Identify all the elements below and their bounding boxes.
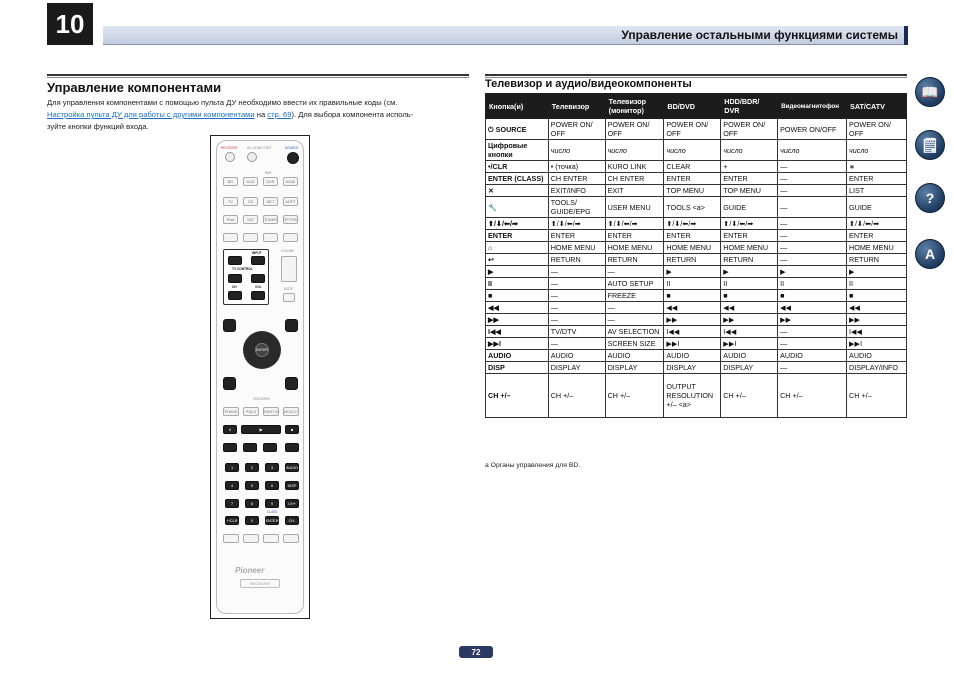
- remote-tv-control-box: [223, 249, 269, 305]
- table-cell: ■: [721, 290, 778, 302]
- remote-label-tvcontrol: TV CONTROL: [232, 267, 253, 271]
- table-cell-key: ⏻ SOURCE: [486, 119, 549, 140]
- table-cell: KURO LINK: [605, 161, 664, 173]
- remote-direction-pad: [243, 331, 281, 369]
- table-cell-key: ⬆/⬇/⬅/➡: [486, 218, 549, 230]
- remote-btn-prev: [263, 443, 277, 452]
- table-cell: ◀◀: [721, 302, 778, 314]
- table-cell: I◀◀: [847, 326, 907, 338]
- table-cell: II: [721, 278, 778, 290]
- table-cell-key: I◀◀: [486, 326, 549, 338]
- section-title: Управление компонентами: [47, 80, 222, 95]
- remote-btn-sat: SAT: [243, 215, 258, 224]
- remote-num-2: 2: [245, 463, 259, 472]
- remote-btn-disp: DISP: [285, 481, 299, 490]
- table-cell: OUTPUT RESOLUTION +/– <a>: [664, 374, 721, 418]
- table-cell: II: [847, 278, 907, 290]
- table-cell: ◀◀: [847, 302, 907, 314]
- remote-btn-next: [285, 443, 299, 452]
- intro-text-2: на: [254, 110, 268, 119]
- table-title: Телевизор и аудио/видеокомпоненты: [485, 78, 692, 90]
- remote-btn-bd: BD: [223, 177, 238, 186]
- remote-btn-ipod: iPod: [223, 215, 238, 224]
- remote-label-allzone: ALL ZONE STBY: [247, 146, 272, 150]
- table-cell: —: [778, 173, 847, 185]
- table-cell: ▶: [847, 266, 907, 278]
- remote-volume-rocker: [281, 256, 297, 282]
- remote-label-bdr: BDR: [265, 171, 272, 175]
- table-cell-key: CH +/–: [486, 374, 549, 418]
- table-cell: —: [548, 278, 605, 290]
- table-cell: DISPLAY: [605, 362, 664, 374]
- table-cell: ⬆/⬇/⬅/➡: [605, 218, 664, 230]
- remote-mute-button: [283, 293, 295, 302]
- table-cell: ▶▶I: [664, 338, 721, 350]
- remote-enter-button: ENTER: [255, 343, 269, 357]
- table-cell: ◀◀: [664, 302, 721, 314]
- table-cell: ▶▶I: [721, 338, 778, 350]
- table-cell: AUDIO: [548, 350, 605, 362]
- table-cell: ▶▶: [721, 314, 778, 326]
- remote-num-9: 9: [265, 499, 279, 508]
- remote-num-0: 0: [245, 516, 259, 525]
- table-cell: —: [778, 326, 847, 338]
- table-cell: I◀◀: [721, 326, 778, 338]
- table-cell: USER MENU: [605, 197, 664, 218]
- table-cell: ⬆/⬇/⬅/➡: [664, 218, 721, 230]
- table-cell: число: [721, 140, 778, 161]
- table-cell: —: [778, 338, 847, 350]
- table-cell-key: ✕: [486, 185, 549, 197]
- remote-btn-audio: AUDIO: [285, 463, 299, 472]
- remote-vol-plus: [251, 274, 265, 283]
- intro-paragraph: [47, 97, 472, 133]
- table-cell: —: [548, 266, 605, 278]
- table-cell: DISPLAY: [721, 362, 778, 374]
- table-row: [486, 173, 907, 185]
- remote-brand-logo: Pioneer: [235, 566, 265, 575]
- table-cell: CH +/–: [721, 374, 778, 418]
- table-cell: —: [778, 185, 847, 197]
- table-cell: число: [605, 140, 664, 161]
- remote-label-class: CLASS: [267, 510, 278, 514]
- table-cell: —: [548, 290, 605, 302]
- remote-label-mute: MUTE: [284, 287, 294, 291]
- table-cell: EXIT: [605, 185, 664, 197]
- header-endbar: [904, 26, 908, 45]
- table-cell: CH ENTER: [605, 173, 664, 185]
- table-cell: ▶: [664, 266, 721, 278]
- table-row: [486, 266, 907, 278]
- table-cell: ▶▶I: [847, 338, 907, 350]
- remote-btn-tv: TV: [223, 197, 238, 206]
- remote-btn-dvr: DVR: [263, 177, 278, 186]
- table-cell: TOP MENU: [664, 185, 721, 197]
- table-cell-key: Цифровые кнопки: [486, 140, 549, 161]
- table-cell: CH +/–: [847, 374, 907, 418]
- table-cell: HOME MENU: [721, 242, 778, 254]
- remote-num-7: 7: [225, 499, 239, 508]
- table-cell: TV/DTV: [548, 326, 605, 338]
- table-row: [486, 302, 907, 314]
- remote-label-ch: CH: [232, 285, 237, 289]
- table-cell-key: ◀◀: [486, 302, 549, 314]
- table-cell: число: [664, 140, 721, 161]
- remote-btn-mcacc: MCACC: [283, 407, 299, 416]
- remote-num-6: 6: [265, 481, 279, 490]
- table-row: [486, 338, 907, 350]
- table-cell: TOP MENU: [721, 185, 778, 197]
- col-header-vcr: Видеомагнитофон: [778, 94, 847, 119]
- link-remote-setup[interactable]: Настройка пульта ДУ для работы с другими компонентами: [47, 110, 255, 119]
- remote-tools-button: [285, 319, 298, 332]
- col-header-bd-dvd: BD/DVD: [664, 94, 721, 119]
- table-row: [486, 197, 907, 218]
- table-cell: ■: [664, 290, 721, 302]
- table-cell: —: [778, 197, 847, 218]
- table-cell: —: [778, 254, 847, 266]
- table-cell: TOOLS <a>: [664, 197, 721, 218]
- remote-btn-phase: PHASE: [223, 407, 239, 416]
- table-cell: число: [548, 140, 605, 161]
- faq-icon[interactable]: ?: [915, 183, 945, 213]
- table-cell-key: ENTER (CLASS): [486, 173, 549, 185]
- table-cell: • (точка): [548, 161, 605, 173]
- table-cell: —: [778, 218, 847, 230]
- table-cell: POWER ON/ OFF: [847, 119, 907, 140]
- remote-btn-c: [263, 233, 278, 242]
- remote-label-input: INPUT: [252, 251, 262, 255]
- remote-btn-play: ▶: [241, 425, 281, 434]
- remote-receiver-power: [225, 152, 235, 162]
- remote-btn-e: [223, 534, 239, 543]
- table-cell: POWER ON/ OFF: [548, 119, 605, 140]
- remote-btn-f: [243, 534, 259, 543]
- table-row: [486, 374, 907, 418]
- table-cell-key: ▶▶: [486, 314, 549, 326]
- table-cell-key: AUDIO: [486, 350, 549, 362]
- table-cell: AUDIO: [778, 350, 847, 362]
- table-cell: DISPLAY: [548, 362, 605, 374]
- table-cell: —: [778, 242, 847, 254]
- remote-btn-enter-class: ENTER: [265, 516, 279, 525]
- table-cell: AUDIO: [664, 350, 721, 362]
- table-cell: GUIDE: [721, 197, 778, 218]
- table-cell: ▶▶: [778, 314, 847, 326]
- table-cell: RETURN: [605, 254, 664, 266]
- table-row: [486, 140, 907, 161]
- intro-text-4: зуйте кнопки функций входа.: [47, 122, 149, 131]
- remote-btn-pqls: PQLS: [243, 407, 259, 416]
- table-cell: —: [778, 362, 847, 374]
- remote-btn-pause: II: [223, 425, 237, 434]
- table-row: [486, 290, 907, 302]
- remote-btn-stop: ■: [285, 425, 299, 434]
- table-cell-key: DISP: [486, 362, 549, 374]
- remote-num-1: 1: [225, 463, 239, 472]
- table-row: [486, 326, 907, 338]
- table-cell-key: ▶: [486, 266, 549, 278]
- remote-control: [216, 140, 304, 614]
- book-icon[interactable]: 📖: [915, 77, 945, 107]
- remote-receiver-label: RECEIVER: [240, 579, 280, 588]
- remote-btn-net: NET: [263, 197, 278, 206]
- table-header-row: [486, 94, 907, 119]
- col-header-tv-monitor: Телевизор (монитор): [605, 94, 664, 119]
- remote-label-source: SOURCE: [285, 146, 299, 150]
- table-cell: HOME MENU: [605, 242, 664, 254]
- col-header-sat: SAT/CATV: [847, 94, 907, 119]
- table-cell: ■: [847, 290, 907, 302]
- table-cell: ◀◀: [778, 302, 847, 314]
- table-cell-key: ↩: [486, 254, 549, 266]
- remote-btn-a: [223, 233, 238, 242]
- table-cell: —: [778, 161, 847, 173]
- page-number: 72: [459, 646, 493, 658]
- footnote: a Органы управления для BD.: [485, 462, 581, 469]
- remote-btn-hdmi: HDMI: [283, 177, 298, 186]
- remote-label-vol: VOL: [255, 285, 262, 289]
- remote-num-5: 5: [245, 481, 259, 490]
- table-cell: —: [605, 266, 664, 278]
- table-cell-key: 🔧: [486, 197, 549, 218]
- table-cell: ENTER: [664, 173, 721, 185]
- table-cell-key: •/CLR: [486, 161, 549, 173]
- remote-illustration-frame: [210, 135, 310, 619]
- table-cell: POWER ON/ OFF: [664, 119, 721, 140]
- table-cell: POWER ON/ OFF: [721, 119, 778, 140]
- remote-return-button: [285, 377, 298, 390]
- table-cell: I◀◀: [664, 326, 721, 338]
- header-band: [103, 26, 908, 45]
- table-cell: RETURN: [847, 254, 907, 266]
- table-cell: RETURN: [548, 254, 605, 266]
- remote-btn-adpt: ADPT: [283, 197, 298, 206]
- table-row: [486, 185, 907, 197]
- table-cell: +: [721, 161, 778, 173]
- table-cell: EXIT/INFO: [548, 185, 605, 197]
- table-cell: ∗: [847, 161, 907, 173]
- table-cell: —: [548, 338, 605, 350]
- table-cell: HOME MENU: [548, 242, 605, 254]
- table-cell: AV SELECTION: [605, 326, 664, 338]
- table-cell: ENTER: [847, 230, 907, 242]
- table-cell: CH ENTER: [548, 173, 605, 185]
- table-cell: ▶: [778, 266, 847, 278]
- remote-ch-minus: [228, 291, 242, 300]
- left-rule: [47, 74, 469, 76]
- index-icon[interactable]: A: [915, 239, 945, 269]
- table-row: [486, 362, 907, 374]
- table-row: [486, 254, 907, 266]
- table-row: [486, 161, 907, 173]
- remote-btn-d: [283, 233, 298, 242]
- remote-num-4: 4: [225, 481, 239, 490]
- table-cell: —: [605, 302, 664, 314]
- table-cell-key: II: [486, 278, 549, 290]
- remote-num-8: 8: [245, 499, 259, 508]
- table-cell: ⬆/⬇/⬅/➡: [847, 218, 907, 230]
- remote-label-featured: FEATURED: [253, 397, 270, 401]
- table-cell: CH +/–: [778, 374, 847, 418]
- remote-exit-button: [223, 319, 236, 332]
- table-row: [486, 230, 907, 242]
- table-row: [486, 242, 907, 254]
- table-cell: ENTER: [548, 230, 605, 242]
- table-cell: число: [847, 140, 907, 161]
- table-cell: II: [664, 278, 721, 290]
- table-cell-key: ▶▶I: [486, 338, 549, 350]
- remote-btn-cd: CD: [243, 197, 258, 206]
- table-cell: ■: [778, 290, 847, 302]
- link-page-69[interactable]: стр. 69: [267, 110, 292, 119]
- table-cell: SCREEN SIZE: [605, 338, 664, 350]
- table-cell: ENTER: [721, 230, 778, 242]
- remote-btn-switch: SWITCH: [263, 407, 279, 416]
- table-cell: ⬆/⬇/⬅/➡: [548, 218, 605, 230]
- remote-btn-ch-plus: CH+: [285, 499, 299, 508]
- table-cell: POWER ON/ OFF: [605, 119, 664, 140]
- table-cell-key: ⌂: [486, 242, 549, 254]
- remote-btn-clr: +/CLR: [225, 516, 239, 525]
- remote-btn-option: OPTION: [283, 215, 298, 224]
- table-cell: число: [778, 140, 847, 161]
- table-cell: —: [778, 230, 847, 242]
- chapter-number: 10: [47, 3, 93, 45]
- table-row: [486, 119, 907, 140]
- table-cell: DISPLAY: [664, 362, 721, 374]
- table-cell-key: ENTER: [486, 230, 549, 242]
- col-header-hdd: HDD/BDR/ DVR: [721, 94, 778, 119]
- table-cell: CLEAR: [664, 161, 721, 173]
- table-cell: RETURN: [721, 254, 778, 266]
- remote-vol-minus: [251, 291, 265, 300]
- table-cell: GUIDE: [847, 197, 907, 218]
- remote-btn-rew: [223, 443, 237, 452]
- remote-settings-icon[interactable]: 🗒: [915, 130, 945, 160]
- table-row: [486, 218, 907, 230]
- table-cell: —: [548, 314, 605, 326]
- table-cell: ▶▶: [664, 314, 721, 326]
- remote-label-volume: VOLUME: [281, 249, 295, 253]
- remote-btn-ff: [243, 443, 257, 452]
- table-cell: —: [548, 302, 605, 314]
- remote-allzone-button: [247, 152, 257, 162]
- right-rule: [485, 74, 907, 76]
- intro-text-3: ). Для выбора компонента исполь-: [291, 110, 414, 119]
- table-cell: RETURN: [664, 254, 721, 266]
- table-cell: CH +/–: [605, 374, 664, 418]
- table-cell: ⬆/⬇/⬅/➡: [721, 218, 778, 230]
- remote-tv-power: [228, 256, 242, 265]
- table-cell: AUTO SETUP: [605, 278, 664, 290]
- table-cell: AUDIO: [605, 350, 664, 362]
- remote-btn-h: [283, 534, 299, 543]
- table-cell: AUDIO: [847, 350, 907, 362]
- header-title: Управление остальными функциями системы: [621, 28, 898, 42]
- table-row: [486, 278, 907, 290]
- left-rule-thin: [47, 77, 469, 78]
- col-header-button: Кнопка(и): [486, 94, 549, 119]
- table-cell: LIST: [847, 185, 907, 197]
- table-cell: HOME MENU: [664, 242, 721, 254]
- table-cell: —: [605, 314, 664, 326]
- intro-text-1: Для управления компонентами с помощью пульта ДУ необходимо ввести их правильные коды (см.: [47, 98, 398, 107]
- table-row: [486, 350, 907, 362]
- remote-source-power: [287, 152, 299, 164]
- remote-btn-dvd: DVD: [243, 177, 258, 186]
- table-cell-key: ■: [486, 290, 549, 302]
- table-cell: ▶▶: [847, 314, 907, 326]
- remote-label-receiver: RECEIVER: [221, 146, 238, 150]
- table-cell: DISPLAY/INFO: [847, 362, 907, 374]
- table-cell: CH +/–: [548, 374, 605, 418]
- remote-tv-input: [251, 256, 265, 265]
- remote-btn-g: [263, 534, 279, 543]
- table-cell: HOME MENU: [847, 242, 907, 254]
- remote-btn-b: [243, 233, 258, 242]
- remote-btn-ch-minus: CH-: [285, 516, 299, 525]
- table-row: [486, 314, 907, 326]
- table-cell: ▶: [721, 266, 778, 278]
- remote-btn-tuner: TUNER: [263, 215, 278, 224]
- table-cell: AUDIO: [721, 350, 778, 362]
- table-cell: II: [778, 278, 847, 290]
- remote-num-3: 3: [265, 463, 279, 472]
- table-cell: ENTER: [605, 230, 664, 242]
- table-cell: FREEZE: [605, 290, 664, 302]
- remote-home-button: [223, 377, 236, 390]
- table-cell: ENTER: [721, 173, 778, 185]
- remote-ch-plus: [228, 274, 242, 283]
- table-cell: TOOLS/ GUIDE/EPG: [548, 197, 605, 218]
- col-header-tv: Телевизор: [548, 94, 605, 119]
- table-cell: ENTER: [664, 230, 721, 242]
- table-cell: ENTER: [847, 173, 907, 185]
- codes-table: [485, 93, 907, 418]
- table-cell: POWER ON/OFF: [778, 119, 847, 140]
